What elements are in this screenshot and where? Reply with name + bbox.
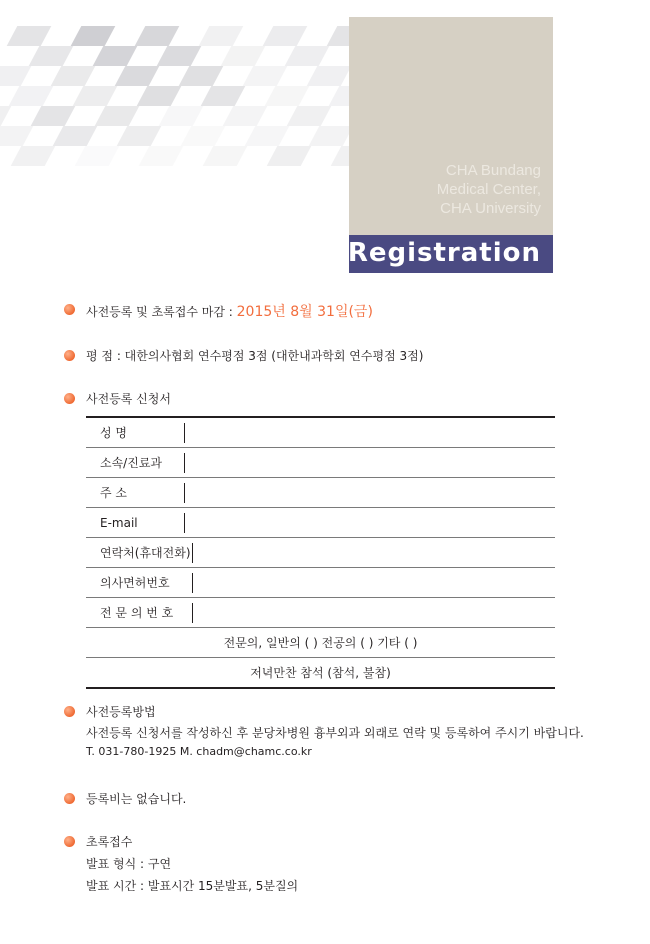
- banner-tile: [245, 126, 290, 146]
- banner-tile: [135, 26, 180, 46]
- banner-tile: [263, 26, 308, 46]
- form-row-affiliation: 소속/진료과: [86, 448, 555, 478]
- fee-note: 등록비는 없습니다.: [86, 792, 187, 806]
- banner-tile: [137, 86, 182, 106]
- banner-tile: [285, 46, 330, 66]
- banner-tile: [307, 66, 352, 86]
- hospital-name: CHA Bundang Medical Center, CHA University: [436, 162, 541, 217]
- banner-tile: [201, 86, 246, 106]
- banner-tile: [203, 146, 248, 166]
- banner-tile: [287, 106, 332, 126]
- banner-tile: [221, 46, 266, 66]
- registration-banner: [349, 235, 553, 273]
- form-row-address: 주 소: [86, 478, 555, 508]
- bullet-icon: [64, 706, 75, 717]
- banner-tile: [0, 66, 31, 86]
- method-body: 사전등록 신청서를 작성하신 후 분당차병원 흉부외과 외래로 연락 및 등록하여 주시기 바랍니다.: [86, 726, 584, 740]
- banner-tile: [0, 126, 33, 146]
- form-row-specialist: 전 문 의 번 호: [86, 598, 555, 628]
- hero-panel: [349, 17, 553, 235]
- banner-tile: [181, 126, 226, 146]
- deadline-date: 2015년 8월 31일(금): [236, 304, 373, 320]
- banner-tile: [93, 46, 138, 66]
- banner-tile: [309, 126, 354, 146]
- banner-tile: [7, 26, 52, 46]
- banner-tile: [11, 146, 56, 166]
- form-row-name: 성 명: [86, 417, 555, 448]
- banner-tile: [51, 66, 96, 86]
- banner-tile: [265, 86, 310, 106]
- banner-tile: [29, 46, 74, 66]
- banner-tile: [157, 46, 202, 66]
- banner-tile: [179, 66, 224, 86]
- bullet-icon: [64, 393, 75, 404]
- deadline-line: 사전등록 및 초록접수 마감 : 2015년 8월 31일(금): [86, 304, 373, 320]
- banner-tile: [71, 26, 116, 46]
- banner-tile: [73, 86, 118, 106]
- banner-tile: [31, 106, 76, 126]
- registration-form: [86, 416, 555, 689]
- banner-tile: [139, 146, 184, 166]
- banner-tile: [159, 106, 204, 126]
- banner-tile: [115, 66, 160, 86]
- credits-line: 평 점 : 대한의사협회 연수평점 3점 (대한내과학회 연수평점 3점): [86, 349, 424, 363]
- bullet-icon: [64, 836, 75, 847]
- banner-tile: [95, 106, 140, 126]
- form-row-category: 전문의, 일반의 ( ) 전공의 ( ) 기타 ( ): [86, 628, 555, 658]
- form-row-license: 의사면허번호: [86, 568, 555, 598]
- abstract-title: 초록접수: [86, 835, 133, 849]
- banner-tile: [199, 26, 244, 46]
- bullet-icon: [64, 350, 75, 361]
- bullet-icon: [64, 304, 75, 315]
- form-row-phone: 연락처(휴대전화): [86, 538, 555, 568]
- form-row-dinner: 저녁만찬 참석 (참석, 불참): [86, 658, 555, 689]
- application-title: 사전등록 신청서: [86, 392, 171, 406]
- page-title: Registration: [347, 238, 541, 268]
- contact-info: T. 031-780-1925 M. chadm@chamc.co.kr: [86, 745, 312, 758]
- abstract-time: 발표 시간 : 발표시간 15분발표, 5분질의: [86, 879, 299, 893]
- form-row-email: E-mail: [86, 508, 555, 538]
- banner-tile: [53, 126, 98, 146]
- abstract-format: 발표 형식 : 구연: [86, 857, 172, 871]
- bullet-icon: [64, 793, 75, 804]
- banner-tile: [223, 106, 268, 126]
- banner-tile: [117, 126, 162, 146]
- banner-tile: [75, 146, 120, 166]
- method-title: 사전등록방법: [86, 705, 156, 719]
- banner-tile: [243, 66, 288, 86]
- banner-tile: [0, 106, 11, 126]
- banner-tile: [267, 146, 312, 166]
- banner-tile: [9, 86, 54, 106]
